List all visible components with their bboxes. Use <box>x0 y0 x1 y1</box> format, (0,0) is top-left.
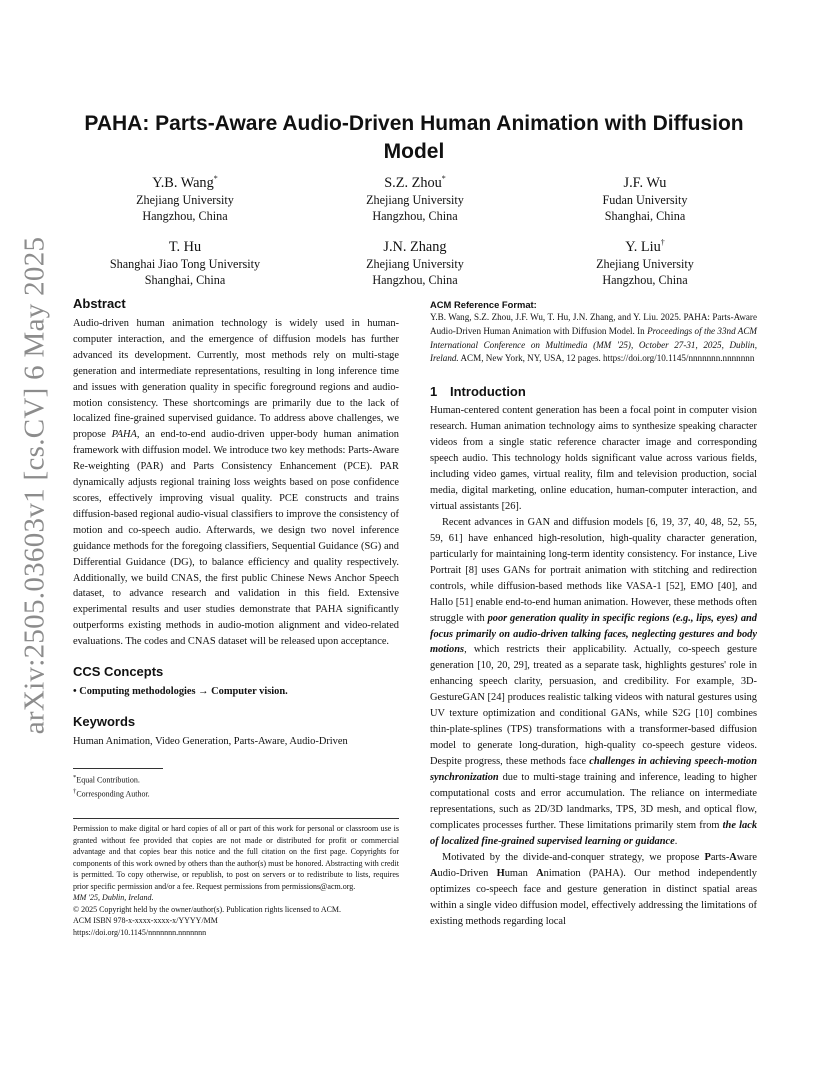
author-name: J.N. Zhang <box>383 239 447 256</box>
acm-ref-part: ACM, New York, NY, USA, 12 pages. https://doi.org/10.1145/nnnnnnn.nnnnnnn <box>458 353 755 364</box>
author-2 <box>300 170 530 224</box>
author-mark: * <box>441 174 446 183</box>
author-affiliation: Zhejiang University <box>596 257 694 272</box>
intro-text-part: Motivated by the divide-and-conquer strategy, we propose <box>442 851 705 863</box>
author-1 <box>70 170 300 224</box>
footnote-corr-text: Corresponding Author. <box>76 789 150 799</box>
author-affiliation: Zhejiang University <box>136 192 234 207</box>
author-name: S.Z. Zhou <box>384 174 442 191</box>
arxiv-identifier <box>14 236 56 734</box>
acronym-letter: A <box>729 851 737 863</box>
left-column <box>73 296 399 938</box>
introduction-heading <box>430 384 757 400</box>
author-location: Shanghai, China <box>604 209 686 224</box>
author-5 <box>300 234 530 288</box>
acm-reference-text <box>430 311 757 366</box>
permission-notice: Permission to make digital or hard copies of all or part of this work for personal or classroom use is granted without fee provided that copies are not made or distributed for profit or commercial advantage and that copies bear this notice and the full citation on the first page. Copyrights for components of this work owned by others than the author(s) must be honored. Abstracting with credit is permitted. To copy otherwise, or republish, to post on servers or to redistribute to lists, requires prior specific permission and/or a fee. Request permissions from permissions@acm.org. <box>73 824 399 891</box>
footnote-corresponding <box>73 786 399 800</box>
author-name: J.F. Wu <box>623 174 667 191</box>
author-6 <box>530 234 760 288</box>
footnote-mark: † <box>73 788 77 795</box>
author-mark: † <box>660 238 665 248</box>
acronym-letter: P <box>704 851 711 863</box>
author-affiliation: Fudan University <box>602 192 688 207</box>
paper-title: PAHA: Parts-Aware Audio-Driven Human Animation with Diffusion Model <box>84 112 744 163</box>
author-row-1 <box>70 170 760 224</box>
author-affiliation: Zhejiang University <box>366 192 464 207</box>
keywords-heading: Keywords <box>73 713 136 729</box>
author-4 <box>70 234 300 288</box>
footnote-equal-text: Equal Contribution. <box>76 775 140 785</box>
acronym-letter: H <box>496 867 505 879</box>
acronym-letter: A <box>430 867 438 879</box>
section-title: Introduction <box>450 384 526 400</box>
intro-text-part: nimation (PAHA). Our method independently optimizes co-speech face and gesture generation in distinct spatial areas within a single video diffusion model, effectively addressing the limitations of existing methods regarding local <box>430 867 757 927</box>
author-location: Hangzhou, China <box>602 273 688 288</box>
intro-text-part: due to multi-stage training and inference, leading to higher computational costs and error accumulation. The reliance on intermediate representations, such as 2D/3D landmarks, TPS, 3D mesh, and optical flow, complicates processes further. These limitations primarily stem from <box>430 772 757 831</box>
author-location: Hangzhou, China <box>372 273 458 288</box>
intro-emphasis: the lack of localized fine-grained supervised learning or guidance <box>430 819 758 847</box>
author-location: Shanghai, China <box>144 273 226 288</box>
author-block <box>70 170 760 299</box>
intro-text-part: . <box>674 835 678 847</box>
keywords-text: Human Animation, Video Generation, Parts-Aware, Audio-Driven <box>73 735 348 747</box>
copyright-line: © 2025 Copyright held by the owner/author(s). Publication rights licensed to ACM. <box>73 904 342 914</box>
arxiv-identifier-text: arXiv:2505.03603v1 [cs.CV] 6 May 2025 <box>18 236 51 734</box>
author-mark: * <box>213 174 218 183</box>
abstract-paha-emphasis: PAHA <box>111 429 137 441</box>
doi-line: https://doi.org/10.1145/nnnnnnn.nnnnnnn <box>73 927 207 937</box>
intro-text-part: udio-Driven <box>437 867 497 879</box>
section-number: 1 <box>430 384 438 400</box>
intro-text-part: ware <box>736 851 757 863</box>
intro-text-part: arts- <box>710 851 730 863</box>
acm-reference-label: ACM Reference Format: <box>430 299 537 310</box>
acm-ref-part: Y.B. Wang, S.Z. Zhou, J.F. Wu, T. Hu, J.N. Zhang, and Y. Liu. 2025. PAHA: Parts-Aware Audio-Driven Human Animation with Diffusion Model. In <box>430 312 757 336</box>
intro-paragraph-2 <box>430 515 757 850</box>
author-3 <box>530 170 760 224</box>
author-affiliation: Shanghai Jiao Tong University <box>109 257 261 272</box>
abstract-heading: Abstract <box>73 296 126 311</box>
intro-paragraph-3 <box>430 850 757 930</box>
author-location: Hangzhou, China <box>142 209 228 224</box>
author-name: Y. Liu <box>625 239 661 256</box>
author-location: Hangzhou, China <box>372 209 458 224</box>
ccs-heading: CCS Concepts <box>73 664 164 680</box>
conference-line: MM '25, Dublin, Ireland. <box>73 893 154 903</box>
intro-paragraph-1: Human-centered content generation has been a focal point in computer vision research. Human animation technology aims to synthesize speaking character videos from a single static reference character image and corresponding speech audio. This technology holds significant value across various fields, including video games, virtual reality, film and television production, social media, digital marketing, online education, human-computer interaction, and virtual assistants [26]. <box>430 405 757 512</box>
right-column <box>430 298 757 930</box>
author-name: Y.B. Wang <box>152 174 214 191</box>
footnote-mark: * <box>73 773 77 781</box>
intro-text-part: Recent advances in GAN and diffusion models [6, 19, 37, 40, 48, 52, 55, 59, 61] have enhanced high-resolution, high-quality character generation, particularly for maintaining long-term identity consistency. For instance, Live Portrait [8] uses GANs for portrait animation with stitching and redirection controls, while diffusion-based methods like VASA-1 [52], EMO [40], and Hallo [51] enable end-to-end human animation. However, these methods often struggle with <box>430 516 757 624</box>
introduction-section <box>430 384 757 929</box>
ccs-text: • Computing methodologies → Computer vision. <box>73 686 288 698</box>
isbn-line: ACM ISBN 978-x-xxxx-xxxx-x/YYYY/MM <box>73 916 218 926</box>
acm-ref-proceedings: Proceedings of the 33nd ACM International Conference on Multimedia (MM '25), October 27-31, 2025, Dublin, Ireland. <box>430 325 757 364</box>
abstract-text-part: Audio-driven human animation technology is widely used in human-computer interaction, and the emergence of diffusion models has further advanced its development. Currently, most methods rely on multi-stage generation and intermediate representations, resulting in long inference time and issues with generation quality in specific foreground regions and audio-motion consistency. These shortcomings are primarily due to the lack of localized fine-grained supervised guidance. To address above challenges, we propose <box>73 318 399 441</box>
acronym-letter: A <box>536 867 544 879</box>
abstract-text-part: , an end-to-end audio-driven upper-body human animation framework with diffusion model. We introduce two key methods: Parts-Aware Re-weighting (PAR) and Parts Consistency Enhancement (PCE). PAR dynamically adjusts regional training loss weights based on pose confidence scores, effectively improving visual quality. PCE constructs and trains diffusion-based regional audio-visual classifiers to improve the consistency of motion and co-speech audio. Afterwards, we design two novel inference guidance methods for the foregoing classifiers, Sequential Guidance (SG) and Differential Guidance (DG), to balance efficiency and quality respectively. Additionally, we build CNAS, the first public Chinese News Anchor Speech dataset, to advance research and validation in this field. Extensive experimental results and user studies demonstrate that PAHA significantly outperforms existing methods in audio-motion alignment and video-related evaluations. The codes and CNAS dataset will be released upon acceptance. <box>73 429 399 648</box>
footnote-equal <box>73 772 399 786</box>
author-row-2 <box>70 234 760 288</box>
abstract-text <box>73 316 399 650</box>
author-affiliation: Zhejiang University <box>366 257 464 272</box>
intro-emphasis: poor generation quality in specific regions (e.g., lips, eyes) and focus primarily on audio-driven talking faces, neglecting gestures and body motions <box>430 612 757 656</box>
intro-emphasis: challenges in achieving speech-motion synchronization <box>430 756 757 784</box>
author-name: T. Hu <box>168 239 202 256</box>
intro-text-part: uman <box>504 867 537 879</box>
intro-text-part: , which restricts their applicability. Actually, co-speech gesture generation [10, 20, 29], treated as a separate task, highlights gestures' role in enhancing speech clarity, persuasion, and credibility. For example, 3D-GestureGAN [24] produces realistic talking videos with natural gestures using UV texture optimization and conditional GANs, while S2G [10] combines thin-plate-splines (TPS) transformations with a transformer-based diffusion model to generate long-duration, high-quality co-speech gesture videos. Despite progress, these methods face <box>430 644 757 768</box>
